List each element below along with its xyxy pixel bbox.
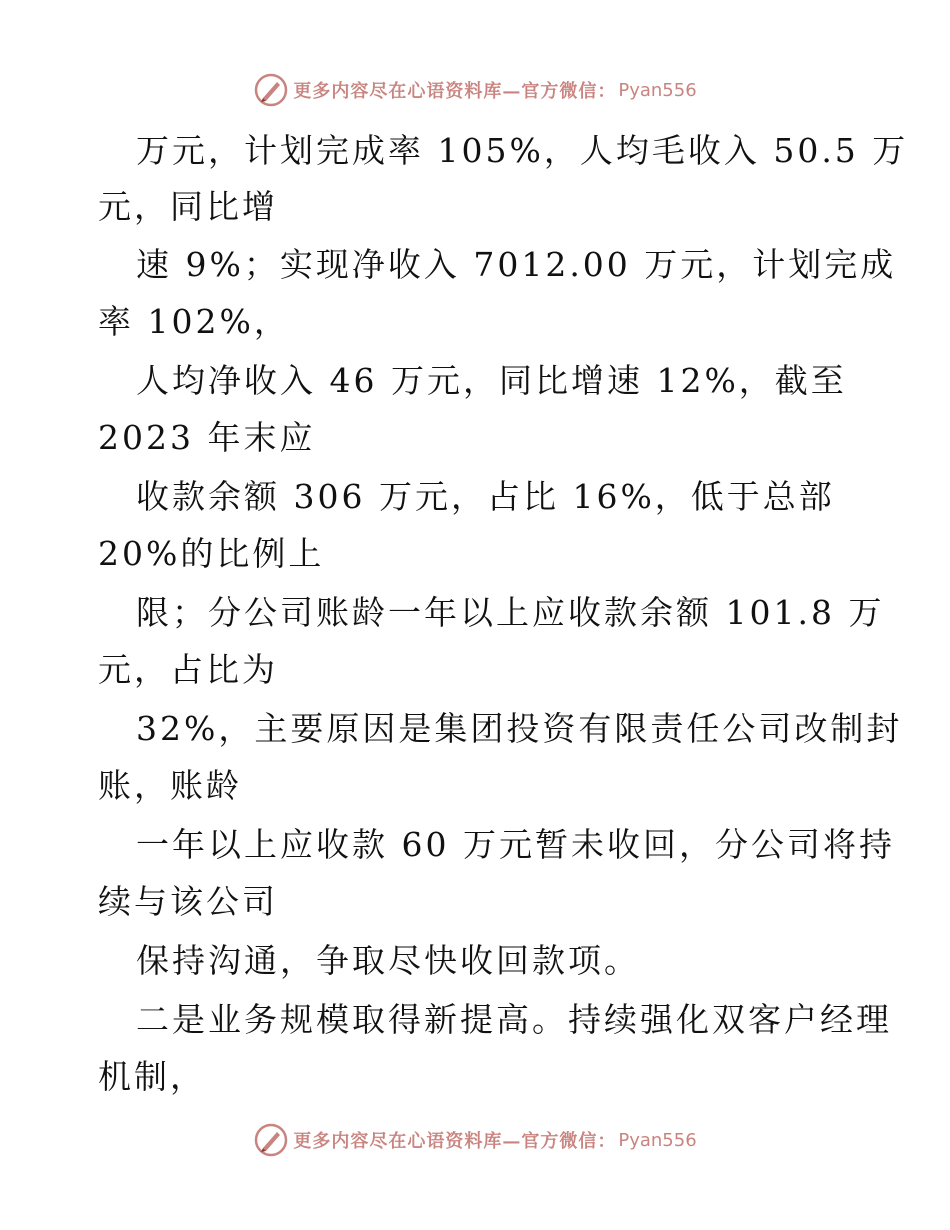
body-line: 元，同比增 bbox=[98, 187, 278, 226]
body-line: 保持沟通，争取尽快收回款项。 bbox=[136, 941, 640, 980]
body-line: 人均净收入 46 万元，同比增速 12%，截至 bbox=[136, 361, 847, 400]
pen-logo-icon bbox=[253, 72, 289, 108]
body-line: 一年以上应收款 60 万元暂未收回，分公司将持 bbox=[136, 825, 895, 864]
body-line: 收款余额 306 万元，占比 16%，低于总部 bbox=[136, 477, 835, 516]
body-line: 2023 年末应 bbox=[98, 418, 316, 457]
watermark-wechat-id: Pyan556 bbox=[618, 79, 697, 101]
watermark-footer bbox=[0, 1120, 950, 1160]
watermark-text: 更多内容尽在心语资料库—官方微信： bbox=[293, 81, 617, 102]
body-line: 32%，主要原因是集团投资有限责任公司改制封 bbox=[136, 709, 903, 748]
watermark-wechat-id: Pyan556 bbox=[618, 1129, 697, 1151]
body-line: 率 102%， bbox=[98, 302, 290, 341]
body-line: 续与该公司 bbox=[98, 882, 278, 921]
body-line: 机制， bbox=[98, 1057, 206, 1096]
body-line: 账，账龄 bbox=[98, 766, 242, 805]
watermark-header bbox=[0, 70, 950, 110]
body-line: 限；分公司账龄一年以上应收款余额 101.8 万 bbox=[136, 593, 885, 632]
body-line: 二是业务规模取得新提高。持续强化双客户经理 bbox=[136, 1000, 892, 1039]
body-line: 元，占比为 bbox=[98, 650, 278, 689]
body-line: 万元，计划完成率 105%，人均毛收入 50.5 万 bbox=[136, 131, 909, 170]
watermark-text: 更多内容尽在心语资料库—官方微信： bbox=[293, 1131, 617, 1152]
pen-logo-icon bbox=[253, 1122, 289, 1158]
body-line: 速 9%；实现净收入 7012.00 万元，计划完成 bbox=[136, 245, 897, 284]
body-line: 20%的比例上 bbox=[98, 534, 325, 573]
